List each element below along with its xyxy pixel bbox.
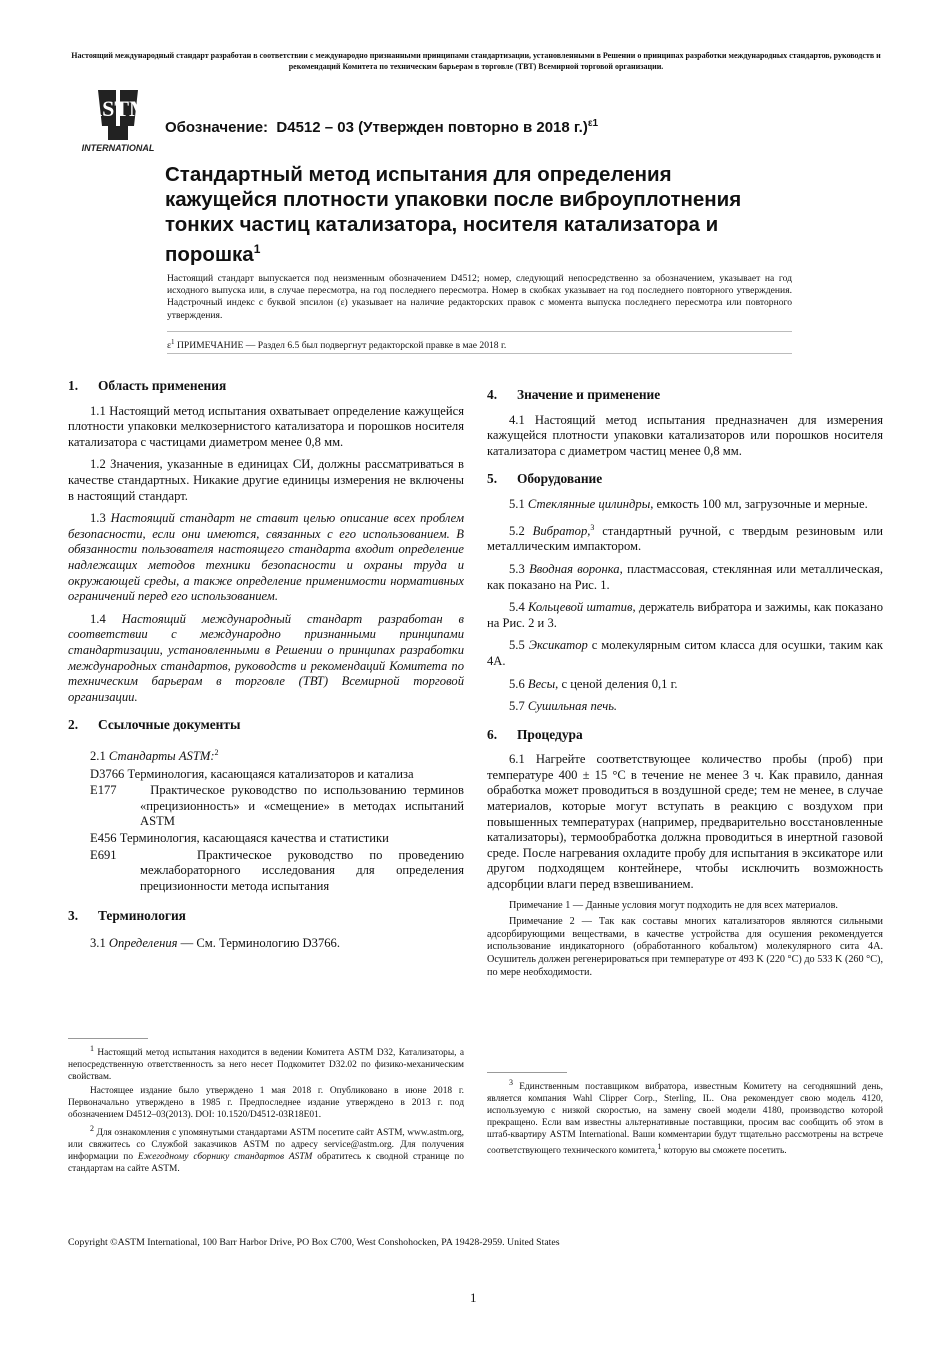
editorial-note-sup: 1 <box>171 338 175 346</box>
designation-prefix: Обозначение: <box>165 119 269 136</box>
footnote-divider <box>487 1072 567 1073</box>
svg-text:ASTM: ASTM <box>86 96 150 121</box>
para-1-4: 1.4 Настоящий международный стандарт разработан в соответствии с международно признанными принципами стандартизации, установленными в Решении о принципах разработки международных стандартов, руководств и рекомендаций Комитета по техническим барьерам в торговле (ТВТ) Всемирной торговой организации. <box>68 611 464 704</box>
title-sup: 1 <box>253 242 261 256</box>
note-2: Примечание 2 — Так как составы многих катализаторов являются сильными адсорбирующими веществами, в качестве устройства для осушения рекомендуется использование индикаторного (обработанного кобальтом) молекулярного сита 4А. Осушитель должен регенерироваться при температуре от 493 K (220 °С) до 533 K (260 °С), по мере необходимости. <box>487 916 883 978</box>
header-notice: Настоящий международный стандарт разработан в соответствии с международно признанными принципами стандартизации, установленными в Решении о принципах разработки международных стандартов, руководств и рекомендаций Комитета по техническим барьерам в торговле (ТВТ) Всемирной торговой организации. <box>71 51 881 71</box>
astm-logo-icon <box>76 86 160 154</box>
section-4-heading: 4. Значение и применение <box>487 387 661 402</box>
section-2-heading: 2. Ссылочные документы <box>68 717 241 733</box>
para-5-7: 5.7 Сушильная печь. <box>509 699 618 714</box>
editorial-note-text: ПРИМЕЧАНИЕ — Раздел 6.5 был подвергнут редакторской правке в мае 2018 г. <box>176 340 507 352</box>
para-1-2: 1.2 Значения, указанные в единицах СИ, должны рассматриваться в качестве стандартных. Никакие другие единицы измерения не включены в настоящий стандарт. <box>68 457 464 503</box>
footnote-2: $^2$ Для ознакомления с упомянутыми стандартами ASTM посетите сайт ASTM, www.astm.org, или свяжитесь со Службой заказчиков ASTM по адресу service@astm.org. Для получения информации по Ежегодному сборнику стандартов ASTM обратитесь к сводной странице по стандартам на сайте ASTM. <box>68 1124 464 1175</box>
section-3-heading: 3. Терминология <box>68 908 186 924</box>
para-3-1: 3.1 Определения — См. Терминологию D3766. <box>90 936 340 950</box>
para-5-6: 5.6 Весы, с ценой деления 0,1 г. <box>509 676 678 691</box>
para-5-4: 5.4 Кольцевой штатив, держатель вибратора и зажимы, как показано на Рис. 2 и 3. <box>487 600 883 630</box>
section-1-heading: 1. Область применения <box>68 378 227 393</box>
section-5-heading: 5. Оборудование <box>487 471 603 487</box>
divider <box>167 331 792 332</box>
footnote-1b: Настоящее издание было утверждено 1 мая 2018 г. Опубликовано в июне 2018 г. Первоначально утверждено в 1985 г. Предпоследнее издание утверждено в 2013 г. под обозначением D4512–03(2013). DOI: 10.1520/D4512-03R18E01. <box>68 1086 464 1121</box>
footnote-1: $^1$ Настоящий метод испытания находится в ведении Комитета ASTM D32, Катализаторы, а непосредственную ответственность за него несет Подкомитет D32.02 по физико-механическим свойствам. <box>68 1044 465 1083</box>
para-5-5: 5.5 Эксикатор с молекулярным ситом класса для осушки, таким как 4А. <box>487 638 883 668</box>
title-text: Стандартный метод испытания для определения кажущейся плотности упаковки после виброуплотнения тонких частиц катализатора, носителя катализатора и порошка <box>165 163 742 266</box>
logo-text: INTERNATIONAL <box>81 143 155 153</box>
document-title <box>165 162 765 267</box>
para-6-1: 6.1 Нагрейте соответствующее количество пробы (проб) при температуре 400 ± 15 °С в течение не менее 3 ч. Как правило, данная обработка может проводиться в воздушной среде; тем не менее, в случае материалов, которые могут вступать в реакцию с воздухом при повышенных температурах (например, предварительно восстановленные катализаторы), термообработка должна проводиться в инертной газовой среде. После нагревания охладите пробу для испытания в эксикаторе или другом подходящем контейнере, чтобы исключить возможность адсорбции влаги перед взвешиванием. <box>487 752 883 892</box>
copyright: Copyright ©ASTM International, 100 Barr Harbor Drive, PO Box C700, West Conshohocken, PA 19428-2959. United States <box>68 1237 560 1248</box>
para-4-1: 4.1 Настоящий метод испытания предназначен для измерения кажущейся плотности упаковки катализаторов или порошков носителя катализатора с диаметром частиц менее 0,8 мм. <box>487 412 883 458</box>
ref-item: D3766 Терминология, касающаяся катализаторов и катализа <box>90 766 414 781</box>
right-column <box>487 387 883 983</box>
para-1-3: 1.3 Настоящий стандарт не ставит целью описание всех проблем безопасности, если они имеются, связанных с его использованием. В обязанности пользователя настоящего стандарта входит определение надлежащих методов техники безопасности и охраны труда и окружающей среды, а также определение применимости нормативных ограничений перед его использованием. <box>68 511 464 604</box>
para-5-1: 5.1 Стеклянные цилиндры, емкость 100 мл, загрузочные и мерные. <box>509 496 868 511</box>
intro-paragraph: Настоящий стандарт выпускается под неизменным обозначением D4512; номер, следующий непосредственно за обозначением, указывает на год исходного выпуска или, в случае пересмотра, на год последнего пересмотра. Номер в скобках указывает на год последнего повторного утверждения. Надстрочный индекс с буквой эпсилон (ε) указывает на наличие редакторских правок с момента выпуска последнего пересмотра или повторного утверждения. <box>167 273 792 321</box>
designation-code: D4512 – 03 (Утвержден повторно в 2018 г.) <box>276 119 588 136</box>
page-number: 1 <box>470 1290 477 1305</box>
footnotes-left <box>68 1043 464 1177</box>
para-1-1: 1.1 Настоящий метод испытания охватывает определение кажущейся плотности упаковки мелкозернистого катализатора и порошков носителя катализатора с частицами диаметром менее 0,8 мм. <box>68 403 464 449</box>
para-2-1: 2.1 Стандарты ASTM:$^2$ <box>90 747 219 764</box>
notes <box>487 900 883 980</box>
section-6-heading: 6. Процедура <box>487 726 583 742</box>
para-5-3: 5.3 Вводная воронка, пластмассовая, стеклянная или металлическая, как показано на Рис. 1. <box>487 561 884 592</box>
editorial-note: $\varepsilon^1$ ПРИМЕЧАНИЕ — Раздел 6.5 был подвергнут редакторской правке в мае 2018 г. <box>167 338 507 352</box>
footnote-right <box>487 1077 883 1159</box>
footnote-divider <box>68 1038 148 1039</box>
ref-item: E456 Терминология, касающаяся качества и статистики <box>90 831 389 846</box>
para-5-2: 5.2 Вибратор,$^3$ стандартный ручной, с твердым резиновым или металлическим импактором. <box>487 522 883 554</box>
ref-item: E691 Практическое руководство по проведению межлабораторного исследования для определения прецизионности метода испытания <box>90 847 464 893</box>
left-column <box>68 378 464 959</box>
divider <box>167 353 792 354</box>
footnote-3: $^3$ Единственным поставщиком вибратора, известным Комитету на сегодняшний день, является компания Wahl Clipper Corp., Sterling, IL. Она рекомендует свою модель 4120, используемую с низкой скоростью, на замену своей модели 4180, производство которой прекращено. Если вам известны альтернативные поставщики, просим вас сообщить об этом в штаб-квартиру ASTM International. Ваши комментарии будут тщательно рассмотрены на встрече соответствующего технического комитета,$^1$ которую вы сможете посетить. <box>487 1078 883 1157</box>
designation-sup: ε1 <box>587 118 599 129</box>
note-1: Примечание 1 — Данные условия могут подходить не для всех материалов. <box>509 899 838 911</box>
designation <box>165 118 598 136</box>
ref-item: E177 Практическое руководство по использованию терминов «прецизионность» и «смещение» в методах испытаний ASTM <box>90 783 464 829</box>
